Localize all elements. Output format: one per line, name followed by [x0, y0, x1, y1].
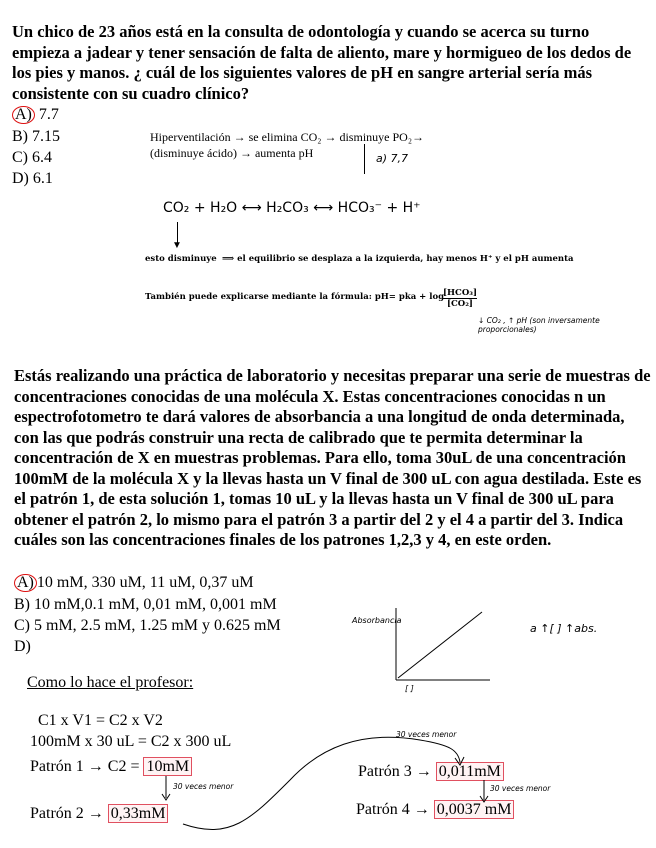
q2-option-a-text: 10 mM, 330 uM, 11 uM, 0,37 uM — [36, 574, 254, 591]
q1-reaction: CO₂ + H₂O ⟷ H₂CO₃ ⟷ HCO₃⁻ + H⁺ — [163, 200, 421, 216]
q1-option-a — [12, 104, 59, 125]
sketch-xlabel: [ ] — [405, 684, 414, 693]
q1-option-b-letter: B) — [12, 128, 28, 145]
q1-option-a-text: 7.7 — [34, 106, 59, 123]
q1-option-c-letter: C) — [12, 149, 28, 166]
equation-1: C1 x V1 = C2 x V2 — [38, 712, 163, 729]
q1-option-a-letter: A) — [12, 106, 35, 124]
q2-option-a-letter: A) — [14, 574, 37, 592]
q1-option-c — [12, 147, 52, 168]
dilution-arrows — [0, 720, 656, 840]
q1-formula-numerator: [HCO₃] — [443, 288, 477, 298]
factor-label-1: 30 veces menor — [173, 782, 234, 791]
q1-note-answer: a) 7,7 — [376, 152, 409, 165]
q1-option-c-text: 6.4 — [28, 149, 52, 166]
equation-2: 100mM x 30 uL = C2 x 300 uL — [30, 733, 232, 750]
q1-down-arrow-icon: ▼ — [172, 240, 182, 251]
sketch-ylabel: Absorbancia — [352, 616, 402, 625]
method-title: Como lo hace el profesor: — [27, 674, 194, 691]
q2-option-d — [14, 636, 31, 657]
patron-2-label: Patrón 2 → — [30, 805, 108, 822]
q2-option-c — [14, 615, 281, 636]
q2-option-b — [14, 594, 277, 615]
q1-option-d-text: 6.1 — [28, 170, 53, 187]
q1-option-d-letter: D) — [12, 170, 29, 187]
q2-option-b-text: 10 mM,0.1 mM, 0,01 mM, 0,001 mM — [30, 596, 277, 613]
q1-brace — [364, 144, 371, 174]
patron-3-label: Patrón 3 → — [358, 763, 436, 780]
factor-label-2: 30 veces menor — [396, 730, 457, 739]
patron-3-value: 0,011mM — [436, 762, 504, 781]
patron-1-label: Patrón 1 → C2 = — [30, 758, 144, 775]
question-1-text: Un chico de 23 años está en la consulta de odontología y cuando se acerca su turno empieza a jadear y tener sensación de falta de aliento, mare y hormigueo de los dedos de los pies y manos. ¿ cuál de los siguientes valores de pH en sangre arterial sería más consistente con su cuadro clínico? — [12, 22, 632, 103]
q1-option-d — [12, 168, 53, 189]
q1-formula-fraction — [443, 288, 477, 309]
q1-formula-denominator: [CO₂] — [447, 299, 473, 309]
q2-option-a — [14, 572, 254, 593]
q1-equilibrium-text: ⟹ el equilibrio se desplaza a la izquierda, hay menos H⁺ y el pH aumenta — [222, 254, 574, 264]
patron-2-value: 0,33mM — [108, 804, 169, 823]
patron-4-value: 0,0037 mM — [434, 800, 515, 819]
q1-note-line1: Hiperventilación → se elimina CO₂ → disminuye PO₂→ — [150, 130, 424, 144]
q2-option-d-letter: D) — [14, 638, 31, 655]
q1-option-b-text: 7.15 — [28, 128, 60, 145]
question-2-text: Estás realizando una práctica de laboratorio y necesitas preparar una serie de muestras de concentraciones conocidas de una molécula X. Estas concentraciones conocidas n un espectrofotometro te dará valores de absorbancia a una longitud de onda determinada, con las que podrás construir una recta de calibrado que te permita determinar la concentración de X en muestras problemas. Para ello, toma 30uL de una concentración 100mM de la molécula X y la llevas hasta un V final de 300 uL con agua destilada. Este es el patrón 1, de esta solución 1, tomas 10 uL y la llevas hasta un V final de 300 uL para obtener el patrón 2, lo mismo para el patrón 3 a partir del 2 y el 4 a partir del 3. Indica cuáles son las concentraciones finales de los patrones 1,2,3 y 4, en este orden. — [14, 366, 651, 549]
q1-formula-note: ↓ CO₂ , ↑ pH (son inversamente proporcionales) — [478, 316, 600, 334]
factor-label-3: 30 veces menor — [490, 784, 551, 793]
q1-note-line2: (disminuye ácido) → aumenta pH — [150, 146, 314, 160]
calibration-sketch — [340, 598, 500, 698]
sketch-note: a ↑[ ] ↑abs. — [530, 622, 598, 635]
sketch-line — [398, 612, 482, 678]
q1-formula-text: También puede explicarse mediante la fórmula: pH= pka + log — [145, 292, 445, 302]
q1-option-b — [12, 126, 60, 147]
q2-option-b-letter: B) — [14, 596, 30, 613]
patron-1-value: 10mM — [143, 757, 192, 776]
q1-decrease-label: esto disminuye — [145, 254, 217, 264]
q2-option-c-text: 5 mM, 2.5 mM, 1.25 mM y 0.625 mM — [30, 617, 281, 634]
patron-4-label: Patrón 4 → — [356, 801, 434, 818]
q2-option-c-letter: C) — [14, 617, 30, 634]
